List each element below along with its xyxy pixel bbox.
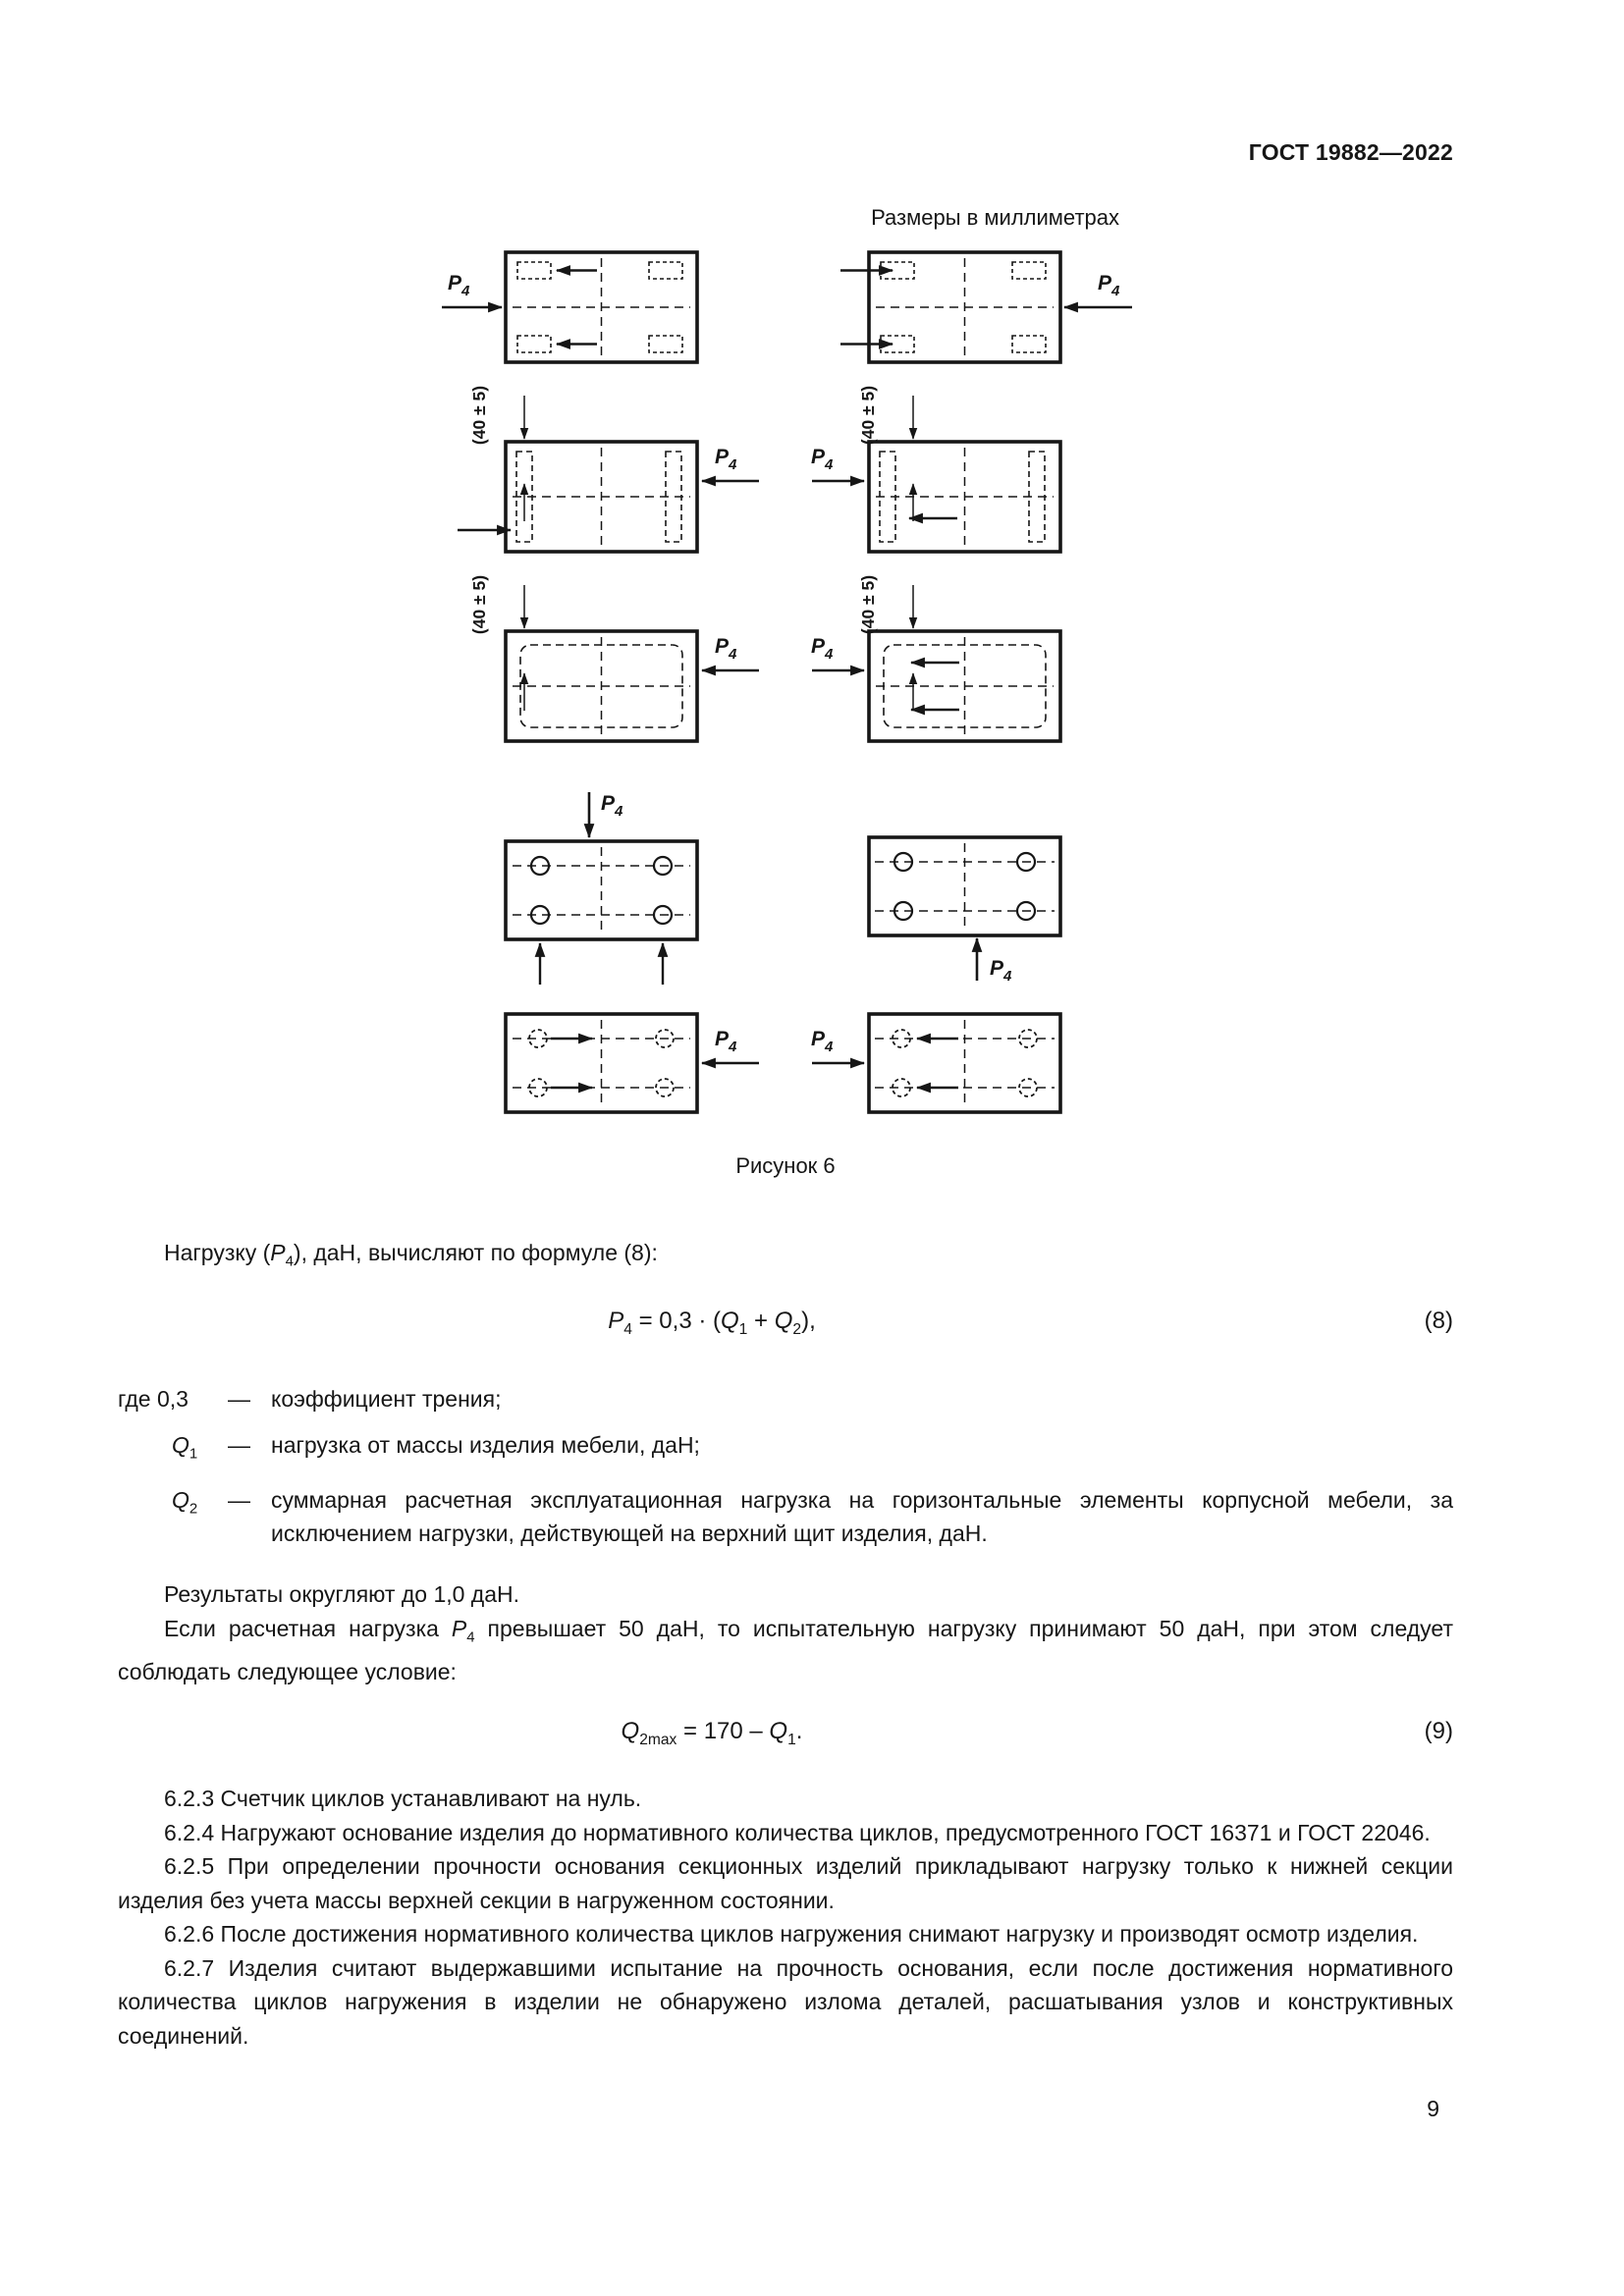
- text-run: превышает 50 даН, то испытательную нагрузку принимают 50 даН, при этом следует соблюдать следующее условие:: [118, 1615, 1453, 1685]
- formula-variable: P: [451, 1615, 467, 1641]
- p4-label: $P_4$: [448, 272, 470, 299]
- page-number: 9: [1427, 2096, 1439, 2122]
- definition-list: [118, 1382, 1453, 1551]
- diagram-2-plan-push-left: [840, 252, 1132, 362]
- formula-body: [608, 1305, 816, 1347]
- units-note: Размеры в миллиметрах: [871, 205, 1119, 230]
- formula-number: (8): [1424, 1308, 1453, 1335]
- subscript: 2: [189, 1501, 198, 1519]
- text-run: ), даН, вычисляют по формуле (8):: [293, 1240, 658, 1265]
- diagram-3-side-pull-left: [458, 386, 759, 552]
- paragraph-intro: [118, 1236, 1453, 1279]
- diagram-9-plan-casters-pull-left: [506, 1014, 759, 1112]
- support-pad: [1012, 262, 1046, 279]
- formula-variable: P: [270, 1240, 286, 1265]
- definition-term: [118, 1483, 228, 1550]
- support-pad: [517, 336, 551, 352]
- subscript: 1: [189, 1445, 198, 1463]
- p4-label: $P_4$: [715, 1028, 737, 1055]
- definition-term: где 0,3: [118, 1385, 189, 1412]
- p4-label: $P_4$: [715, 446, 737, 473]
- subscript: 2: [792, 1320, 802, 1338]
- formula-variable: P: [608, 1308, 624, 1335]
- diagram-7-plan-legs-load-top: [506, 792, 697, 985]
- text-run: ),: [801, 1308, 816, 1335]
- subscript: 4: [285, 1253, 294, 1270]
- diagram-1-plan-push-right: [442, 252, 697, 362]
- text-run: Нагрузку (: [164, 1240, 271, 1265]
- p4-label: $P_4$: [811, 635, 834, 663]
- definition-text: нагрузка от массы изделия мебели, даН;: [271, 1431, 700, 1458]
- support-pad: [1012, 336, 1046, 352]
- paragraph-results: Результаты округляют до 1,0 даН.: [164, 1581, 520, 1608]
- formula-variable: Q: [774, 1308, 793, 1335]
- paragraph-condition: [118, 1612, 1453, 1689]
- figure-6-drawing: [422, 240, 1168, 1124]
- clause-6-2-5: 6.2.5 При определении прочности основания секционных изделий прикладывают нагрузку только к нижней секции изделия без учета массы верхней секции в нагруженном состоянии.: [118, 1853, 1453, 1913]
- diagram-10-plan-casters-push-right: [811, 1014, 1060, 1112]
- definition-text: суммарная расчетная эксплуатационная нагрузка на горизонтальные элементы корпусной мебели, за исключением нагрузки, действующей на верхний щит изделия, даН.: [271, 1487, 1453, 1547]
- clause-6-2-3: 6.2.3 Счетчик циклов устанавливают на нуль.: [164, 1786, 642, 1812]
- formula-number: (9): [1424, 1717, 1453, 1744]
- clause-6-2-4: 6.2.4 Нагружают основание изделия до нормативного количества циклов, предусмотренного ГОСТ 16371 и ГОСТ 22046.: [164, 1819, 1431, 1845]
- diagram-6-side-inset-push-right: [811, 575, 1060, 741]
- formula-variable: Q: [721, 1308, 739, 1335]
- subscript: 1: [787, 1731, 796, 1748]
- definition-row: [118, 1382, 1453, 1415]
- formula-variable: Q: [621, 1717, 640, 1744]
- clause-list: [118, 1782, 1453, 2053]
- definition-dash: —: [228, 1385, 250, 1412]
- text-run: +: [747, 1308, 775, 1335]
- definition-text: коэффициент трения;: [271, 1385, 502, 1412]
- p4-label: $P_4$: [990, 957, 1012, 985]
- figure-caption: Рисунок 6: [735, 1153, 836, 1178]
- definition-row: [118, 1483, 1453, 1550]
- dimension-label: (40 ± 5): [858, 574, 878, 635]
- formula-8: [118, 1305, 1453, 1347]
- diagram-4-side-push-right: [811, 386, 1060, 552]
- definition-dash: —: [228, 1487, 250, 1514]
- formula-variable: Q: [172, 1431, 189, 1458]
- text-run: Если расчетная нагрузка: [164, 1615, 452, 1641]
- p4-label: $P_4$: [715, 635, 737, 663]
- subscript: 1: [738, 1320, 748, 1338]
- p4-label: $P_4$: [811, 1028, 834, 1055]
- support-pad: [517, 262, 551, 279]
- definition-term: [118, 1428, 228, 1471]
- subscript: 2max: [639, 1731, 677, 1748]
- p4-label: $P_4$: [601, 792, 623, 820]
- definition-dash: —: [228, 1431, 250, 1458]
- p4-label: $P_4$: [811, 446, 834, 473]
- diagram-5-side-inset-pull-left: [469, 575, 759, 741]
- text-run: = 170 –: [677, 1717, 770, 1744]
- text-run: .: [795, 1717, 803, 1744]
- formula-variable: Q: [172, 1487, 189, 1514]
- doc-code: ГОСТ 19882—2022: [1248, 139, 1453, 165]
- subscript: 4: [466, 1629, 475, 1646]
- dimension-label: (40 ± 5): [858, 385, 878, 446]
- figure-6: [422, 240, 1168, 1124]
- support-pad: [649, 336, 682, 352]
- support-pad: [649, 262, 682, 279]
- text-run: = 0,3 · (: [631, 1308, 721, 1335]
- subscript: 4: [623, 1320, 632, 1338]
- formula-body: [622, 1715, 803, 1757]
- dimension-label: (40 ± 5): [469, 574, 489, 635]
- formula-variable: Q: [769, 1717, 788, 1744]
- dimension-label: (40 ± 5): [469, 385, 489, 446]
- definition-row: [118, 1428, 1453, 1471]
- diagram-8-plan-legs-load-bottom: [869, 837, 1060, 985]
- p4-label: $P_4$: [1098, 272, 1120, 299]
- clause-6-2-6: 6.2.6 После достижения нормативного количества циклов нагружения снимают нагрузку и производят осмотр изделия.: [164, 1921, 1419, 1948]
- formula-9: [118, 1715, 1453, 1757]
- clause-6-2-7: 6.2.7 Изделия считают выдержавшими испытание на прочность основания, если после достижения нормативного количества циклов нагружения в изделии не обнаружено излома деталей, расшатывания узлов и конструктивных соединений.: [118, 1954, 1453, 2049]
